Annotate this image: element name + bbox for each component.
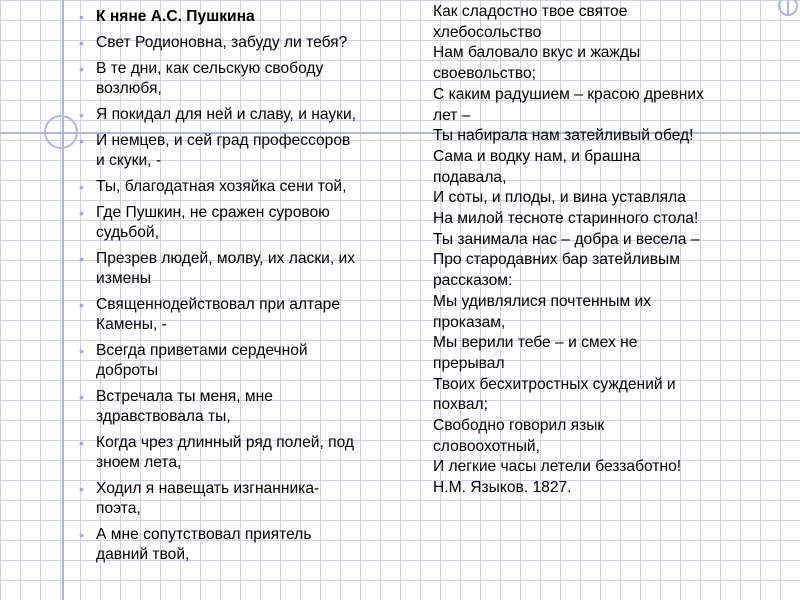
poem-list-item bbox=[76, 525, 406, 565]
poem-line: Твоих бесхитростных суждений и bbox=[433, 375, 676, 393]
bullet-icon: • bbox=[79, 481, 84, 497]
bullet-icon: • bbox=[79, 179, 84, 195]
poem-line: В те дни, как сельскую свободу bbox=[96, 60, 324, 77]
poem-line: Где Пушкин, не сражен суровою bbox=[96, 204, 330, 221]
poem-line: проказам, bbox=[433, 313, 506, 331]
poem-signature: Н.М. Языков. 1827. bbox=[433, 479, 572, 497]
poem-list-item bbox=[76, 203, 406, 243]
poem-line: Ты, благодатная хозяйка сени той, bbox=[96, 178, 347, 195]
poem-line: Мы удивлялися почтенным их bbox=[433, 292, 651, 310]
poem-bullet-list bbox=[76, 7, 406, 571]
poem-line: и скуки, - bbox=[96, 152, 162, 169]
poem-line: давний твой, bbox=[96, 546, 190, 563]
poem-line: На милой тесноте старинного стола! bbox=[433, 210, 699, 228]
poem-line: возлюбя, bbox=[96, 80, 162, 97]
poem-list-item bbox=[76, 433, 406, 473]
poem-line: Про стародавних бар затейливым bbox=[433, 251, 680, 269]
poem-line: судьбой, bbox=[96, 224, 159, 241]
poem-line: рассказом: bbox=[433, 272, 513, 290]
poem-line: своевольство; bbox=[433, 65, 536, 83]
poem-line: хлебосольство bbox=[433, 23, 542, 41]
poem-line: Ходил я навещать изгнанника- bbox=[96, 480, 320, 497]
bullet-icon: • bbox=[79, 61, 84, 77]
poem-line: здравствовала ты, bbox=[96, 408, 231, 425]
bullet-icon: • bbox=[79, 389, 84, 405]
bullet-icon: • bbox=[79, 133, 84, 149]
poem-line: словоохотный, bbox=[433, 437, 540, 455]
bullet-icon: • bbox=[79, 35, 84, 51]
poem-line: Ты набирала нам затейливый обед! bbox=[433, 127, 694, 145]
poem-line: И немцев, и сей град профессоров bbox=[96, 132, 351, 149]
poem-line: Камены, - bbox=[96, 316, 167, 333]
poem-list-item bbox=[76, 33, 406, 53]
poem-line: Когда чрез длинный ряд полей, под bbox=[96, 434, 355, 451]
poem-list-item bbox=[76, 177, 406, 197]
poem-line: доброты bbox=[96, 362, 159, 379]
poem-line: Как сладостно твое святое bbox=[433, 3, 628, 20]
poem-line: прерывал bbox=[433, 354, 505, 372]
poem-line: Мы верили тебе – и смех не bbox=[433, 334, 638, 352]
poem-line: зноем лета, bbox=[96, 454, 182, 471]
poem-list-item bbox=[76, 249, 406, 289]
poem-line: Встречала ты меня, мне bbox=[96, 388, 273, 405]
poem-line: Ты занимала нас – добра и весела – bbox=[433, 230, 700, 248]
bullet-icon: • bbox=[79, 297, 84, 313]
poem-line: Презрев людей, молву, их ласки, их bbox=[96, 250, 356, 267]
poem-title-item bbox=[76, 7, 406, 27]
poem-line: Свободно говорил язык bbox=[433, 417, 605, 435]
poem-list-item bbox=[76, 131, 406, 171]
poem-line: Я покидал для ней и славу, и науки, bbox=[96, 106, 357, 123]
poem-line: измены bbox=[96, 270, 152, 287]
poem-line: А мне сопутствовал приятель bbox=[96, 526, 312, 543]
bullet-icon: • bbox=[79, 527, 84, 543]
poem-line: Всегда приветами сердечной bbox=[96, 342, 308, 359]
poem-list-item bbox=[76, 387, 406, 427]
poem-line: И легкие часы летели беззаботно! bbox=[433, 458, 682, 476]
poem-line: И соты, и плоды, и вина уставляла bbox=[433, 189, 686, 207]
poem-continuation bbox=[433, 2, 773, 499]
bullet-icon: • bbox=[79, 251, 84, 267]
poem-list-item bbox=[76, 341, 406, 381]
poem-line: Нам баловало вкус и жажды bbox=[433, 44, 641, 62]
bullet-icon: • bbox=[79, 435, 84, 451]
vertical-rule bbox=[62, 0, 64, 600]
bullet-icon: • bbox=[79, 205, 84, 221]
bullet-icon: • bbox=[79, 343, 84, 359]
poem-line: С каким радушием – красою древних bbox=[433, 85, 704, 103]
poem-line: Сама и водку нам, и брашна bbox=[433, 147, 641, 165]
poem-line: похвал; bbox=[433, 396, 488, 414]
poem-list-item bbox=[76, 295, 406, 335]
poem-list-item bbox=[76, 59, 406, 99]
poem-list-item bbox=[76, 105, 406, 125]
bullet-icon: • bbox=[79, 107, 84, 123]
poem-line: К няне А.С. Пушкина bbox=[96, 8, 255, 25]
bullet-icon: • bbox=[79, 9, 84, 25]
decorative-ring bbox=[44, 115, 78, 149]
corner-ring bbox=[778, 0, 798, 16]
poem-line: подавала, bbox=[433, 168, 507, 186]
poem-line: лет – bbox=[433, 106, 471, 124]
poem-line: Свет Родионовна, забуду ли тебя? bbox=[96, 34, 348, 51]
poem-line: Священнодействовал при алтаре bbox=[96, 296, 341, 313]
poem-line: поэта, bbox=[96, 500, 141, 517]
poem-list-item bbox=[76, 479, 406, 519]
